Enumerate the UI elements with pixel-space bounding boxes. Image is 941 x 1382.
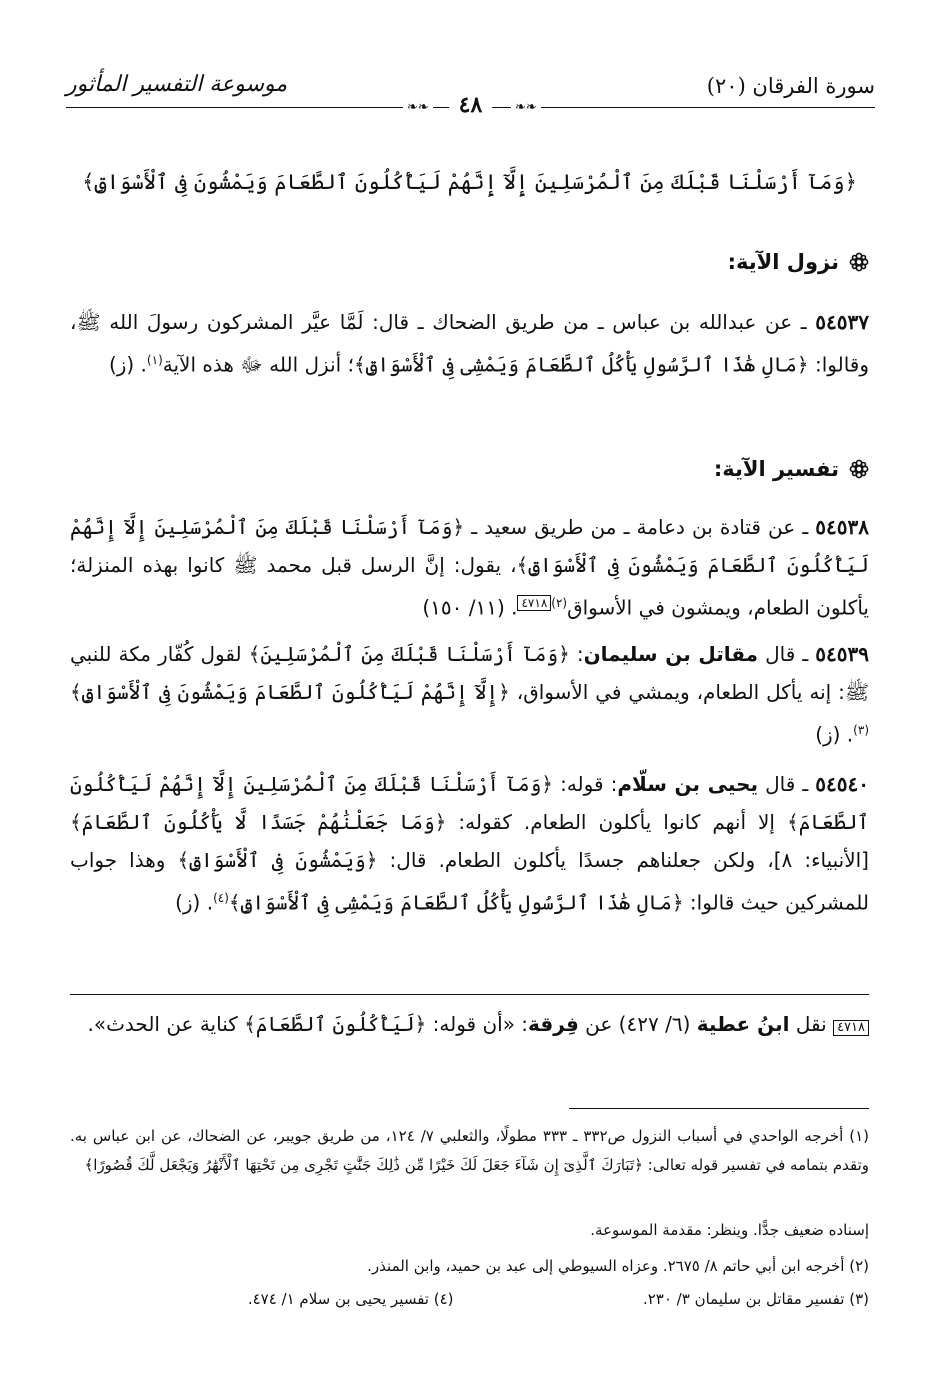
flower-icon <box>849 252 869 272</box>
flower-icon <box>849 459 869 479</box>
quran-quote: ﴿تَبَارَكَ ٱلَّذِىٓ إِن شَآءَ جَعَلَ لَكَ خَيْرًا مِّن ذَٰلِكَ جَنَّٰتٍ تَجْرِى مِن تَحْتِهَا ٱلْأَنْهَٰرُ وَيَجْعَل لَّكَ قُصُورًا﴾ <box>84 1156 643 1174</box>
quran-quote: ﴿وَيَمْشُونَ فِى ٱلْأَسْوَاقِ﴾ <box>177 848 378 872</box>
footnote-marker[interactable]: (٣) <box>853 723 869 737</box>
quran-quote: ﴿وَمَا جَعَلْنَٰهُمْ جَسَدًا لَّا يَأْكُلُونَ ٱلطَّعَامَ﴾ <box>70 810 447 834</box>
section-nuzul <box>70 250 869 274</box>
narration-text: ـ قال <box>758 642 816 666</box>
page-header <box>66 66 875 116</box>
verse-heading: ﴿وَمَآ أَرْسَلْنَا قَبْلَكَ مِنَ ٱلْمُرْسَلِينَ إِلَّآ إِنَّهُمْ لَيَأْكُلُونَ ٱلطَّعَامَ وَيَمْشُونَ فِى ٱلْأَسْوَاقِ﴾ <box>82 170 857 194</box>
narration-number: ٥٤٥٤٠ <box>815 772 869 796</box>
narration-text: : <box>569 642 584 666</box>
footnote-1-grading: إسناده ضعيف جدًّا. وينظر: مقدمة الموسوعة. <box>590 1221 869 1239</box>
footnote-marker[interactable]: (٤) <box>213 891 229 905</box>
note-text: : «أن قوله: <box>426 1012 529 1036</box>
narration-text: ؛ أنزل الله ﷻ هذه الآية <box>162 352 354 377</box>
note-reference[interactable]: ٤٧١٨ <box>833 1020 869 1036</box>
quran-quote: ﴿وَمَآ أَرْسَلْنَا قَبْلَكَ مِنَ ٱلْمُرْسَلِينَ إِلَّآ إِنَّهُمْ لَيَأْكُلُونَ ٱلطَّعَامَ وَيَمْشُونَ فِى ٱلْأَسْوَاقِ﴾ <box>70 515 869 577</box>
narration-5537 <box>70 303 869 384</box>
narration-text: إلا أنهم كانوا يأكلون الطعام. كقوله: <box>446 810 787 834</box>
surah-header: سورة الفرقان (٢٠) <box>706 74 875 98</box>
footnote-marker[interactable]: (٢) <box>551 596 568 610</box>
narration-number: ٥٤٥٣٩ <box>815 642 869 666</box>
book-title: موسوعة التفسير المأثور <box>66 72 288 97</box>
footnote-text: (١) أخرجه الواحدي في أسباب النزول ص٣٣٢ ـ ٣٣٣ مطولًا، والثعلبي ٧/ ١٢٤، من طريق جويبر، عن الضحاك، عن ابن عباس به. وتقدم بتمامه في تفسير قوله تعالى: <box>70 1127 869 1174</box>
narration-text: ـ عن قتادة بن دعامة ـ من طريق سعيد ـ <box>464 515 816 539</box>
editorial-note <box>70 1005 869 1043</box>
footnote-separator <box>569 1108 869 1109</box>
quran-quote: ﴿مَالِ هَٰذَا ٱلرَّسُولِ يَأْكُلُ ٱلطَّعَامَ وَيَمْشِى فِى ٱلْأَسْوَاقِ﴾ <box>228 890 684 915</box>
quran-quote: ﴿وَمَآ أَرْسَلْنَا قَبْلَكَ مِنَ ٱلْمُرْسَلِينَ﴾ <box>248 642 570 666</box>
footnote-4: (٤) تفسير يحيى بن سلام ١/ ٤٧٤. <box>247 1290 454 1308</box>
note-reference[interactable]: ٤٧١٨ <box>517 595 551 611</box>
narration-text: وهذا جواب للمشركين حيث قالوا: <box>70 848 869 915</box>
section-nuzul-title: نزول الآية: <box>727 250 839 274</box>
narration-text: لقول كُفّار مكة للنبي ﷺ: إنه يأكل الطعام، ويمشي في الأسواق، <box>70 642 869 704</box>
note-group: فِرقة <box>528 1012 579 1036</box>
narrator-name: يحيى بن سلّام <box>617 772 759 796</box>
section-tafsir-title: تفسير الآية: <box>713 457 839 481</box>
quran-quote: ﴿وَمَآ أَرْسَلْنَا قَبْلَكَ مِنَ ٱلْمُرْسَلِينَ إِلَّآ إِنَّهُمْ لَيَأْكُلُونَ ٱلطَّعَامَ﴾ <box>70 772 869 834</box>
narration-tail: . (١١/ ١٥٠) <box>422 595 518 620</box>
footnote-3: (٣) تفسير مقاتل بن سليمان ٣/ ٢٣٠. <box>642 1290 869 1308</box>
narration-text: : قوله: <box>553 772 618 796</box>
footnote-marker[interactable]: (١) <box>146 353 163 367</box>
narration-number: ٥٤٥٣٧ <box>815 310 869 334</box>
narration-text: ـ عن عبدالله بن عباس ـ من طريق الضحاك ـ قال: لَمَّا عيَّر المشركون رسولَ الله ﷺ، وقالوا: <box>70 310 869 377</box>
quran-quote: ﴿إِلَّآ إِنَّهُمْ لَيَأْكُلُونَ ٱلطَّعَامَ وَيَمْشُونَ فِى ٱلْأَسْوَاقِ﴾ <box>70 680 510 704</box>
narrator-name: مقاتل بن سليمان <box>583 642 759 666</box>
quran-quote: ﴿مَالِ هَٰذَا ٱلرَّسُولِ يَأْكُلُ ٱلطَّعَامَ وَيَمْشِى فِى ٱلْأَسْوَاقِ﴾ <box>353 352 809 377</box>
narration-5538 <box>70 508 869 627</box>
section-tafsir <box>70 457 869 481</box>
narration-5539 <box>70 635 869 754</box>
narration-text: ، يقول: إنَّ الرسل قبل محمد ﷺ كانوا بهذه المنزلة؛ يأكلون الطعام، ويمشون في الأسواق <box>70 553 869 620</box>
note-author: ابنُ عطية <box>696 1012 790 1036</box>
footnotes-3-4 <box>70 1290 869 1308</box>
note-text: كناية عن الحدث». <box>87 1012 245 1036</box>
ornament-left-icon: ❧❧ <box>403 100 433 115</box>
narration-number: ٥٤٥٣٨ <box>815 515 869 539</box>
ornament-right-icon: ❧❧ <box>511 100 541 115</box>
narration-tail: . (ز) <box>175 890 214 915</box>
quran-quote: ﴿لَيَأْكُلُونَ ٱلطَّعَامَ﴾ <box>244 1012 427 1036</box>
note-text: (٦/ ٤٢٧) عن <box>578 1012 697 1036</box>
narration-text: [الأنبياء: ٨]، ولكن جعلناهم جسدًا يأكلون الطعام. قال: <box>377 848 869 872</box>
narration-text: ـ قال <box>758 772 816 796</box>
note-separator <box>70 994 869 995</box>
narration-tail: . (ز) <box>108 352 147 377</box>
narration-5540 <box>70 765 869 922</box>
narration-tail: . (ز) <box>815 722 854 747</box>
page-number: ٤٨ <box>449 92 493 118</box>
note-text: نقل <box>789 1012 834 1036</box>
footnote-1 <box>70 1122 869 1180</box>
footnote-2: (٢) أخرجه ابن أبي حاتم ٨/ ٢٦٧٥. وعزاه السيوطي إلى عبد بن حميد، وابن المنذر. <box>367 1257 869 1275</box>
